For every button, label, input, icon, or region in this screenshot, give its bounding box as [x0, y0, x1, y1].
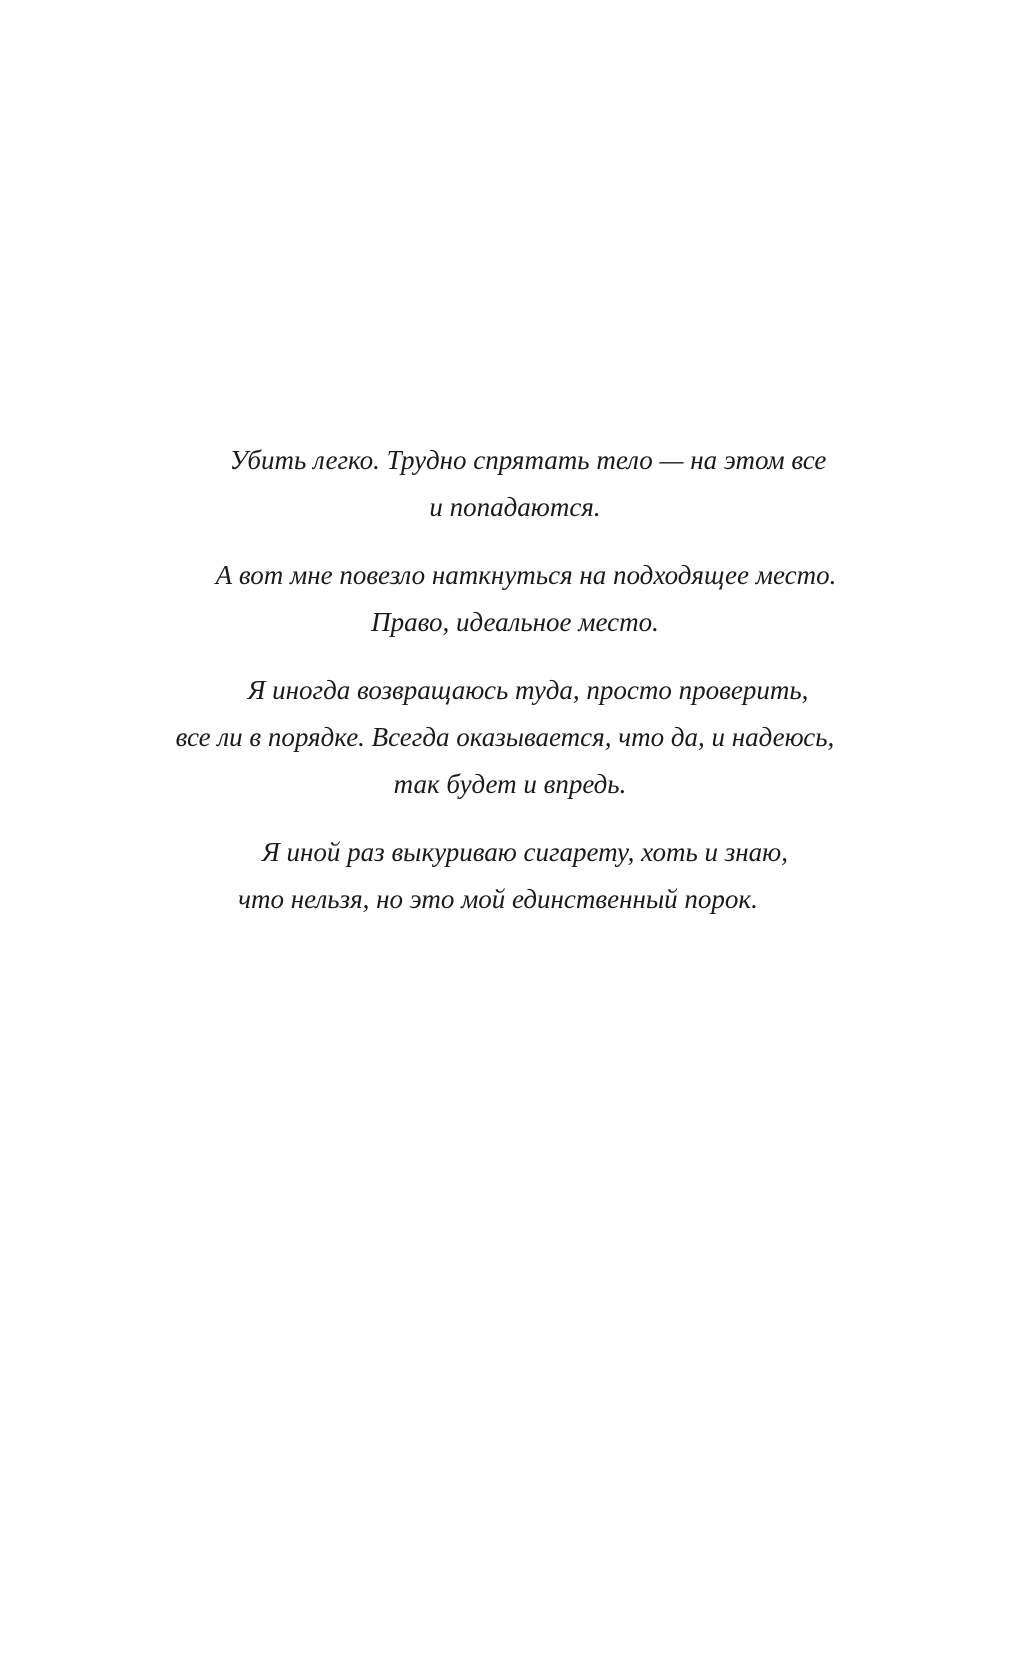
stanza-line: и попадаются. — [429, 492, 601, 522]
stanza-3 — [0, 667, 1024, 808]
stanza-4 — [0, 829, 1024, 923]
stanza-line: А вот мне повезло наткнуться на подходящее место. — [215, 560, 837, 590]
stanza-line: Убить легко. Трудно спрятать тело — на этом все — [229, 445, 827, 475]
stanza-line: Я иногда возвращаюсь туда, просто проверить, — [247, 675, 809, 705]
stanza-line: Я иной раз выкуриваю сигарету, хоть и знаю, — [262, 837, 788, 867]
stanza-line: Право, идеальное место. — [371, 607, 659, 637]
stanza-line: так будет и впредь. — [393, 769, 627, 799]
epigraph — [0, 437, 1024, 944]
stanza-line: что нельзя, но это мой единственный порок. — [238, 884, 758, 914]
stanza-line: все ли в порядке. Всегда оказывается, что да, и надеюсь, — [175, 722, 835, 752]
stanza-2 — [0, 552, 1024, 646]
stanza-1 — [0, 437, 1024, 531]
